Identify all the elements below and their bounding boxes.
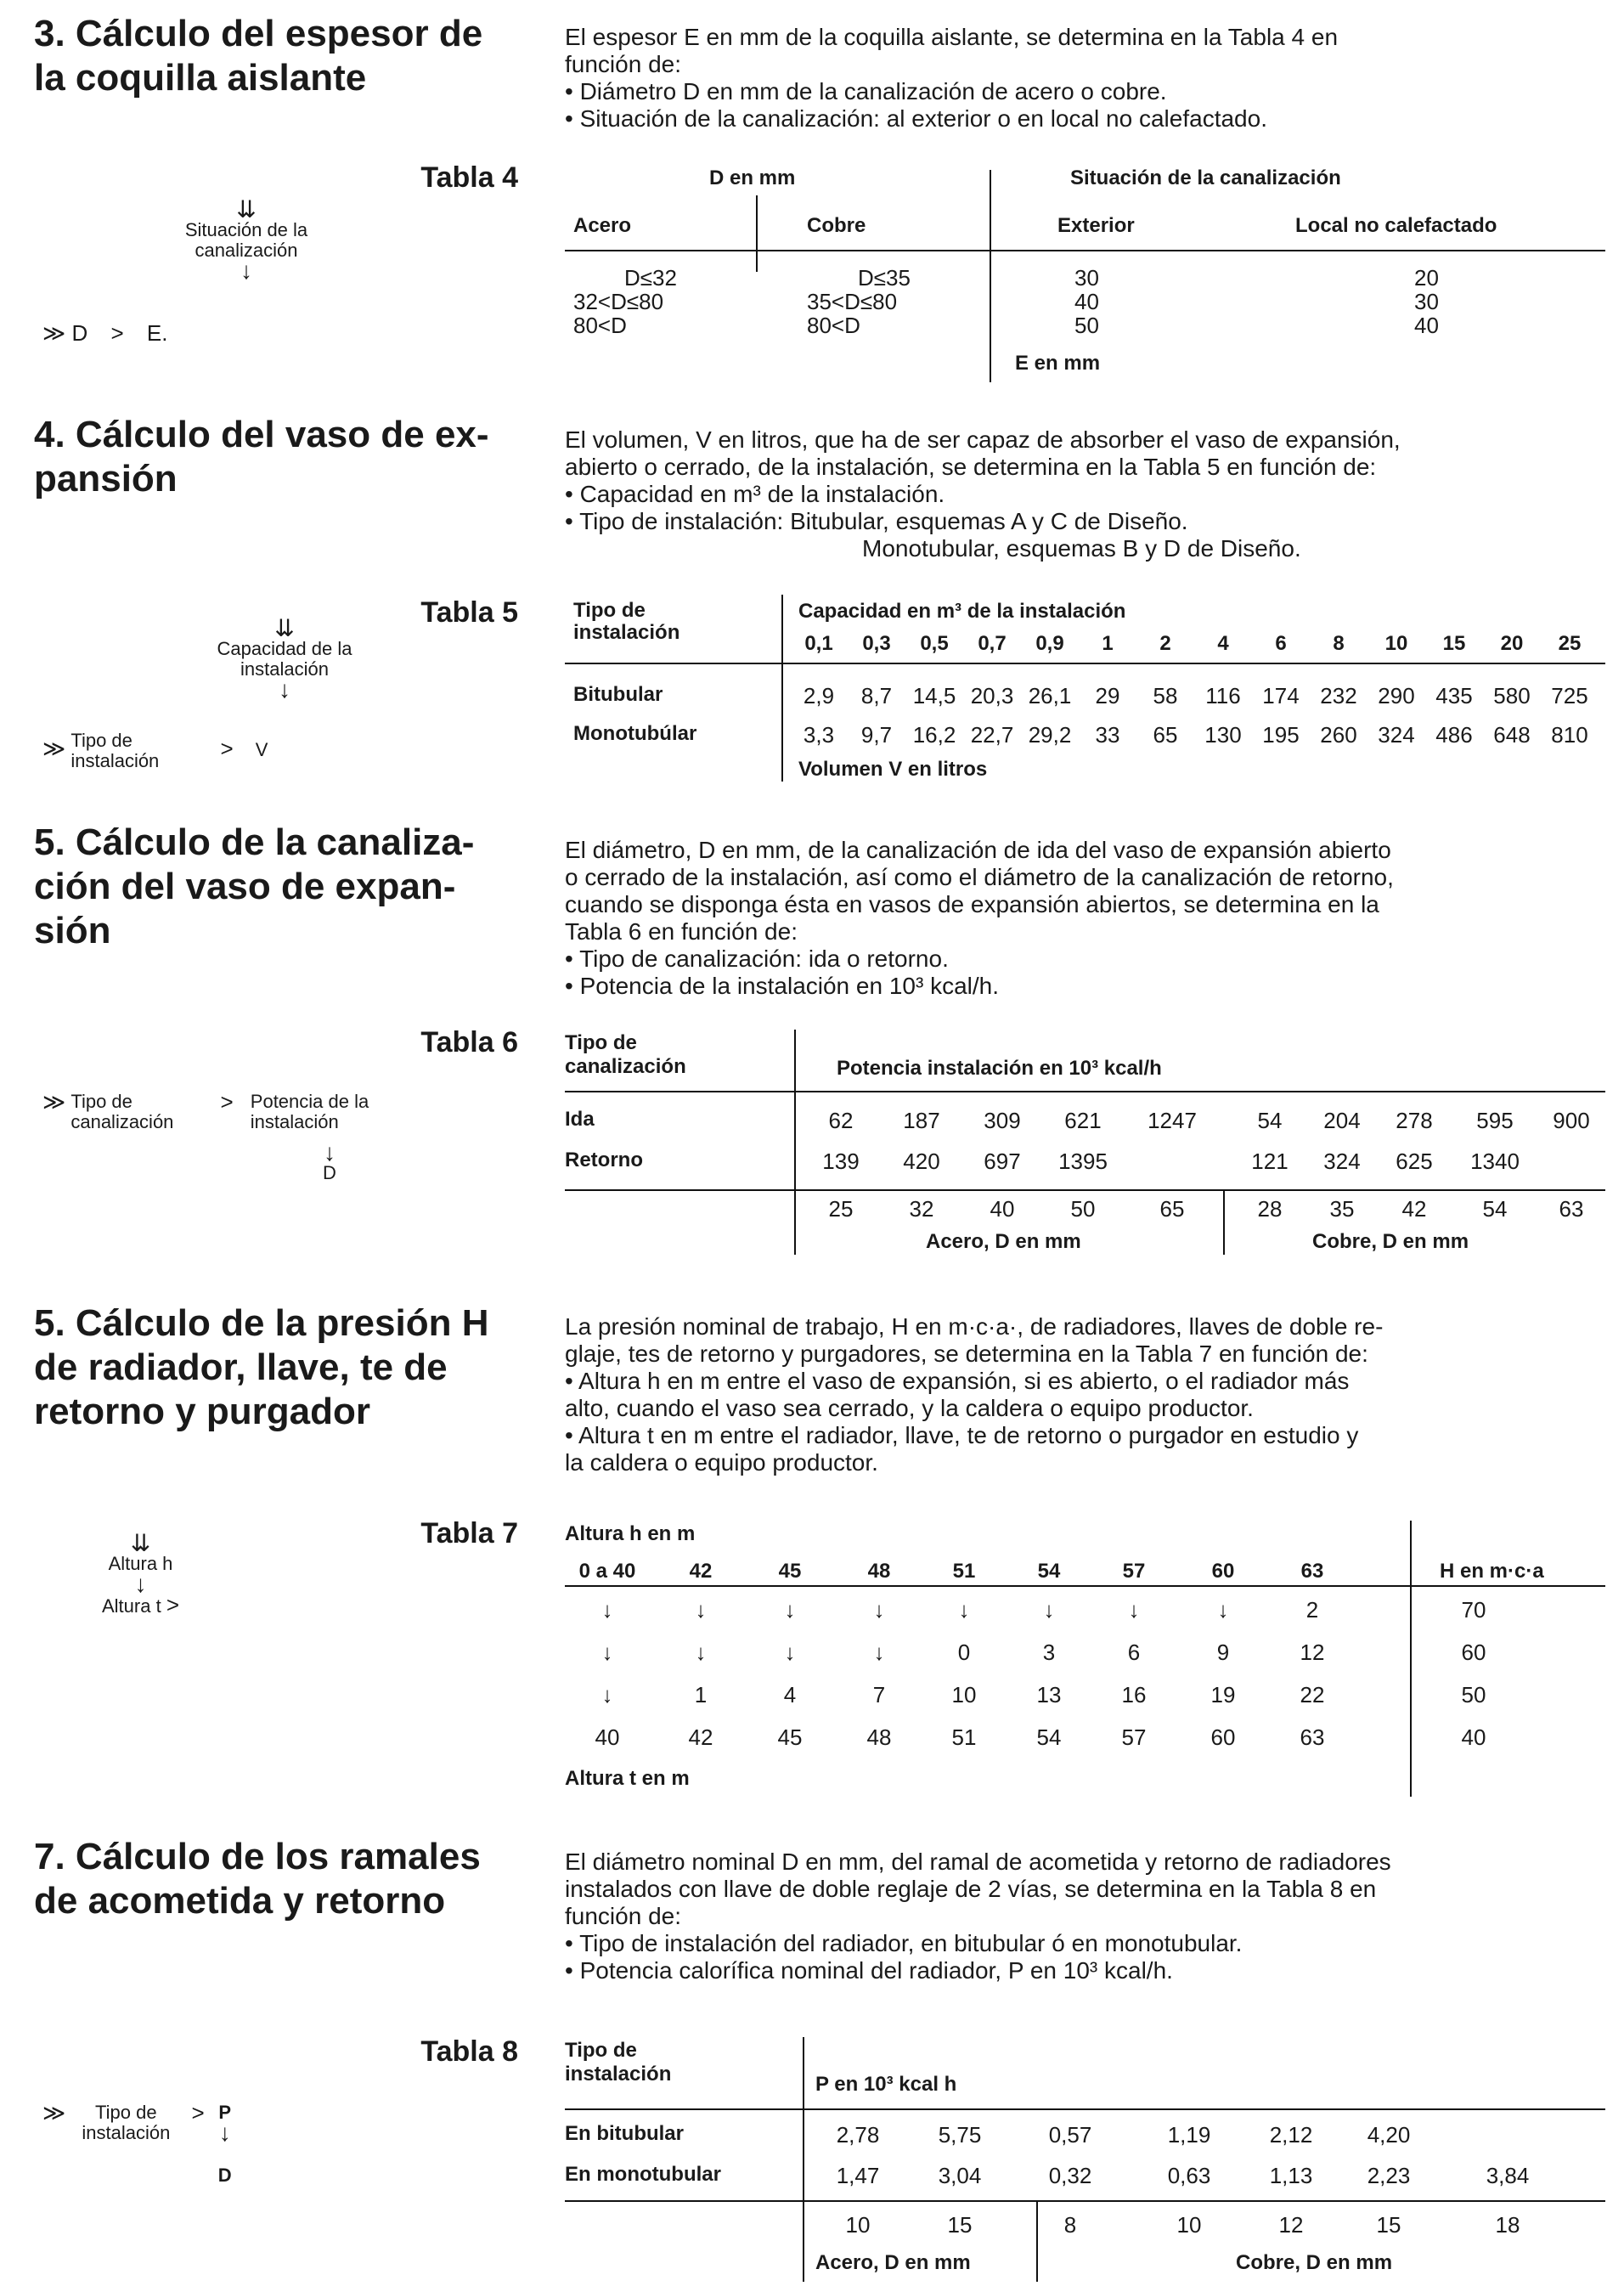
arrow-down-icon: ↓: [323, 1139, 336, 1166]
table-cell: 40: [595, 1724, 620, 1750]
table-cell: 0: [957, 1640, 971, 1665]
table-cell: 0,57: [1048, 2122, 1092, 2148]
table-cell: 63: [1300, 1724, 1325, 1750]
table-cell: 54: [1037, 1560, 1061, 1583]
table-cell: 420: [903, 1149, 940, 1174]
tabla-4: D en mm Situación de la canalización Acero Cobre Exterior Local no calefactado D≤32 32<D≤80 80<D D≤35 35<D≤80 80<D 30 40 50 20 30 40 E en mm: [565, 161, 1605, 382]
table-cell: 187: [903, 1108, 940, 1133]
table-cell: ↓: [1217, 1597, 1229, 1623]
table-cell: 42: [1401, 1196, 1427, 1222]
table-cell: 28: [1257, 1196, 1283, 1222]
table-cell: 278: [1396, 1108, 1433, 1133]
section-3-title: 3. Cálculo del espesor de la coquilla aislante: [34, 13, 483, 99]
table-cell: 324: [1378, 722, 1415, 748]
tabla-7-label: Tabla 7: [420, 1517, 518, 1549]
table-cell: 174: [1262, 683, 1300, 708]
table-cell: 204: [1323, 1108, 1361, 1133]
table-cell: 900: [1553, 1108, 1590, 1133]
table-cell: 0,32: [1048, 2163, 1092, 2188]
table-cell: 648: [1493, 722, 1531, 748]
table-cell: 0,1: [804, 632, 833, 655]
table-cell: 9,7: [860, 722, 893, 748]
table-cell: 26,1: [1028, 683, 1072, 708]
table-cell: 2: [1305, 1597, 1319, 1623]
table-cell: ↓: [601, 1597, 613, 1623]
diagram-8: ≫ Tipo de instalación > P ↓ D: [42, 2100, 232, 2186]
table-cell: 309: [984, 1108, 1021, 1133]
tabla-6-label: Tabla 6: [420, 1026, 518, 1058]
table-cell: 12: [1278, 2212, 1304, 2238]
table-cell: 14,5: [912, 683, 956, 708]
table-cell: 10: [1176, 2212, 1202, 2238]
tabla-6: Tipo de canalización Potencia instalación en 10³ kcal/h Ida Retorno 62 187 309 621 1247 54 204 278 595 900 139 420 697 1395 121 324 625 1340 25 32 40 50 65 28 35 42 54 63 Acero, D en mm Cobre, D en mm: [565, 1030, 1605, 1259]
table-cell: 58: [1153, 683, 1178, 708]
table-cell: 435: [1435, 683, 1473, 708]
table-cell: 20: [1500, 632, 1524, 655]
table-cell: 32: [909, 1196, 934, 1222]
table-cell: 2,23: [1367, 2163, 1411, 2188]
table-cell: ↓: [1043, 1597, 1055, 1623]
table-cell: 1340: [1470, 1149, 1520, 1174]
table-cell: 0,63: [1167, 2163, 1211, 2188]
section-5b-paragraph: La presión nominal de trabajo, H en m·c·a·, de radiadores, llaves de doble re- glaje, tes de retorno y purgadores, se determina en la Tabla 7 en función de: • Altura h en m entre el vaso de expansión, si es abierto, o el radiador más alto, cuando el vaso sea cerrado, y la caldera o equipo productor. • Altura t en m entre el radiador, llave, te de retorno o purgador en estudio y la caldera o equipo productor.: [565, 1313, 1384, 1476]
tabla-8-label: Tabla 8: [420, 2035, 518, 2068]
section-5a-title: 5. Cálculo de la canaliza- ción del vaso de expan- sión: [34, 821, 475, 951]
table-cell: 10: [845, 2212, 871, 2238]
table-cell: 40: [990, 1196, 1015, 1222]
table-cell: 8,7: [860, 683, 893, 708]
section-7-title: 7. Cálculo de los ramales de acometida y retorno: [34, 1836, 481, 1922]
table-cell: 260: [1320, 722, 1357, 748]
table-cell: 33: [1095, 722, 1120, 748]
table-cell: ↓: [784, 1597, 796, 1623]
table-cell: ↓: [601, 1682, 613, 1707]
table-cell: 4: [1217, 632, 1229, 655]
table-cell: 8: [1063, 2212, 1077, 2238]
table-cell: 621: [1064, 1108, 1102, 1133]
table-cell: 60: [1210, 1724, 1236, 1750]
table-cell: ↓: [784, 1640, 796, 1665]
table-cell: 48: [867, 1560, 891, 1583]
diagram-6: ≫ Tipo de canalización > Potencia de la instalación: [42, 1089, 369, 1132]
table-cell: 25: [1558, 632, 1582, 655]
table-cell: 595: [1476, 1108, 1514, 1133]
table-cell: 15: [947, 2212, 973, 2238]
arrow-down-icon: ⇊: [274, 615, 295, 641]
table-cell: 1395: [1058, 1149, 1108, 1174]
table-cell: 45: [777, 1724, 803, 1750]
table-cell: 54: [1257, 1108, 1283, 1133]
table-cell: 60: [1211, 1560, 1235, 1583]
table-cell: ↓: [958, 1597, 970, 1623]
table-cell: 3,84: [1486, 2163, 1530, 2188]
table-cell: 63: [1300, 1560, 1324, 1583]
arrow-down-icon: ⇊: [236, 196, 257, 223]
arrow-right-icon: >: [220, 1089, 234, 1115]
table-cell: 290: [1378, 683, 1415, 708]
table-cell: 13: [1036, 1682, 1062, 1707]
table-cell: 10: [1384, 632, 1408, 655]
arrow-down-icon: ↓: [134, 1571, 147, 1597]
table-cell: 15: [1376, 2212, 1401, 2238]
table-cell: 70: [1461, 1597, 1486, 1623]
section-3-paragraph: El espesor E en mm de la coquilla aislante, se determina en la Tabla 4 en función de: • Diámetro D en mm de la canalización de acero o cobre. • Situación de la canalización: al exterior o en local no calefactado.: [565, 24, 1339, 132]
table-cell: 1,47: [836, 2163, 880, 2188]
arrow-right-icon: ≫: [42, 320, 66, 346]
tabla-5-label: Tabla 5: [420, 596, 518, 629]
table-cell: 29: [1095, 683, 1120, 708]
table-cell: 35: [1329, 1196, 1355, 1222]
table-cell: 139: [822, 1149, 860, 1174]
table-cell: 130: [1204, 722, 1242, 748]
table-cell: 40: [1461, 1724, 1486, 1750]
table-cell: 3,04: [938, 2163, 982, 2188]
table-cell: 486: [1435, 722, 1473, 748]
table-cell: 57: [1121, 1724, 1147, 1750]
table-cell: 1,19: [1167, 2122, 1211, 2148]
arrow-down-icon: ↓: [218, 2119, 231, 2146]
table-cell: 6: [1127, 1640, 1141, 1665]
table-cell: 2,12: [1269, 2122, 1313, 2148]
table-cell: 0,7: [978, 632, 1007, 655]
table-cell: 0 a 40: [578, 1560, 636, 1583]
table-cell: 12: [1300, 1640, 1325, 1665]
table-cell: 48: [866, 1724, 892, 1750]
table-cell: 51: [952, 1560, 976, 1583]
arrow-right-icon: >: [220, 735, 234, 761]
table-cell: 22,7: [970, 722, 1014, 748]
table-cell: 810: [1551, 722, 1588, 748]
table-cell: 60: [1461, 1640, 1486, 1665]
table-cell: 9: [1216, 1640, 1230, 1665]
table-cell: 625: [1396, 1149, 1433, 1174]
table-cell: 2,78: [836, 2122, 880, 2148]
table-cell: 1247: [1148, 1108, 1197, 1133]
table-cell: ↓: [873, 1640, 885, 1665]
arrow-right-icon: >: [191, 2100, 205, 2125]
tabla-4-label: Tabla 4: [420, 161, 518, 194]
table-cell: 22: [1300, 1682, 1325, 1707]
table-cell: 57: [1122, 1560, 1146, 1583]
table-cell: 54: [1036, 1724, 1062, 1750]
section-4-title: 4. Cálculo del vaso de ex- pansión: [34, 414, 489, 500]
table-cell: 3,3: [803, 722, 835, 748]
table-cell: 54: [1482, 1196, 1508, 1222]
section-5b-title: 5. Cálculo de la presión H de radiador, llave, te de retorno y purgador: [34, 1302, 489, 1432]
arrow-down-icon: ⇊: [130, 1530, 151, 1556]
table-cell: 42: [689, 1560, 713, 1583]
diagram-4-row: ≫ D > E.: [42, 320, 168, 346]
arrow-right-icon: >: [110, 320, 124, 346]
diagram-5: [204, 615, 365, 703]
table-cell: 4,20: [1367, 2122, 1411, 2148]
table-cell: 580: [1493, 683, 1531, 708]
table-cell: 50: [1070, 1196, 1096, 1222]
table-cell: 29,2: [1028, 722, 1072, 748]
arrow-right-icon: ≫: [42, 735, 66, 761]
table-cell: 0,5: [920, 632, 949, 655]
table-cell: 1: [694, 1682, 708, 1707]
table-cell: 51: [951, 1724, 977, 1750]
table-cell: 65: [1153, 722, 1178, 748]
table-cell: 116: [1205, 683, 1241, 708]
section-5a-paragraph: El diámetro, D en mm, de la canalización de ida del vaso de expansión abierto o cerrado de la instalación, así como el diámetro de la canalización de retorno, cuando se disponga ésta en vasos de expansión abiertos, se determina en la Tabla 6 en función de: • Tipo de canalización: ida o retorno. • Potencia de la instalación en 10³ kcal/h.: [565, 837, 1394, 999]
table-cell: 50: [1461, 1682, 1486, 1707]
table-cell: 62: [828, 1108, 854, 1133]
table-cell: ↓: [695, 1597, 707, 1623]
table-cell: 0,3: [862, 632, 891, 655]
table-cell: 15: [1442, 632, 1466, 655]
table-cell: 1,13: [1269, 2163, 1313, 2188]
table-cell: 2,9: [803, 683, 835, 708]
table-cell: 195: [1262, 722, 1300, 748]
table-cell: 19: [1210, 1682, 1236, 1707]
table-cell: 10: [951, 1682, 977, 1707]
table-cell: 324: [1323, 1149, 1361, 1174]
table-cell: 45: [778, 1560, 802, 1583]
table-cell: 18: [1495, 2212, 1520, 2238]
tabla-7: Altura h en m 0 a 40 42 45 48 51 54 57 60 63 H en m·c·a ↓ ↓ ↓ ↓ ↓ ↓ ↓ ↓ 2 70 ↓ ↓ ↓ ↓ 0 3 6 9 12 60 ↓ 1 4 7 10 13 16 19 22 50 40 42 45 48 51 54 57 60 63 40 Altura t en m: [565, 1521, 1605, 1801]
arrow-down-icon: ↓: [240, 257, 252, 284]
table-cell: 725: [1551, 683, 1588, 708]
arrow-right-icon: ≫: [42, 2100, 66, 2125]
table-cell: 63: [1559, 1196, 1584, 1222]
diagram-4: [144, 196, 348, 284]
arrow-down-icon: ↓: [279, 676, 290, 703]
table-cell: 16,2: [912, 722, 956, 748]
table-cell: 3: [1042, 1640, 1056, 1665]
section-4-paragraph: El volumen, V en litros, que ha de ser capaz de absorber el vaso de expansión, abierto o cerrado, de la instalación, se determina en la Tabla 5 en función de: • Capacidad en m³ de la instalación. • Tipo de instalación: Bitubular, esquemas A y C de Diseño. Monotubular, esquemas B y D de Diseño.: [565, 426, 1401, 562]
table-cell: 65: [1159, 1196, 1185, 1222]
table-cell: 5,75: [938, 2122, 982, 2148]
diagram-label-situacion: Situación de la canalización: [184, 219, 308, 261]
table-cell: 0,9: [1035, 632, 1064, 655]
arrow-right-icon: >: [166, 1592, 180, 1617]
table-cell: ↓: [873, 1597, 885, 1623]
table-cell: 16: [1121, 1682, 1147, 1707]
table-cell: 121: [1251, 1149, 1288, 1174]
table-cell: 7: [872, 1682, 886, 1707]
table-cell: ↓: [1128, 1597, 1140, 1623]
table-cell: 25: [828, 1196, 854, 1222]
table-cell: 6: [1275, 632, 1287, 655]
table-cell: 20,3: [970, 683, 1014, 708]
section-7-paragraph: El diámetro nominal D en mm, del ramal de acometida y retorno de radiadores instalados con llave de doble reglaje de 2 vías, se determina en la Tabla 8 en función de: • Tipo de instalación del radiador, en bitubular ó en monotubular. • Potencia calorífica nominal del radiador, P en 10³ kcal/h.: [565, 1849, 1391, 1984]
table-cell: 42: [688, 1724, 713, 1750]
diagram-5-row: ≫ Tipo de instalación > V: [42, 730, 268, 771]
table-cell: 8: [1333, 632, 1345, 655]
tabla-5: Tipo de instalación Capacidad en m³ de la instalación 0,1 0,3 0,5 0,7 0,9 1 2 4 6 8 10 15 20 25 Bitubular Monotubúlar 2,9 8,7 14,5 20,3 26,1 29 58 116 174 232 290 435 580 725 3,3 9,7 16,2 22,7 29,2 33 65 130 195 260 324 486 648 810 Volumen V en litros: [565, 595, 1605, 782]
table-cell: 697: [984, 1149, 1021, 1174]
table-cell: ↓: [601, 1640, 613, 1665]
tabla-8: Tipo de instalación P en 10³ kcal h En bitubular En monotubular 2,78 5,75 0,57 1,19 2,12 4,20 1,47 3,04 0,32 0,63 1,13 2,23 3,84 10 15 8 10 12 15 18 Acero, D en mm Cobre, D en mm: [565, 2037, 1605, 2283]
table-cell: 4: [783, 1682, 797, 1707]
arrow-right-icon: ≫: [42, 1089, 66, 1115]
table-cell: 1: [1102, 632, 1114, 655]
table-cell: ↓: [695, 1640, 707, 1665]
diagram-label-capacidad: Capacidad de la instalación: [217, 638, 352, 680]
table-cell: 232: [1320, 683, 1357, 708]
diagram-7: ⇊ Altura h ↓ Altura t >: [102, 1530, 180, 1617]
table-cell: 2: [1159, 632, 1171, 655]
